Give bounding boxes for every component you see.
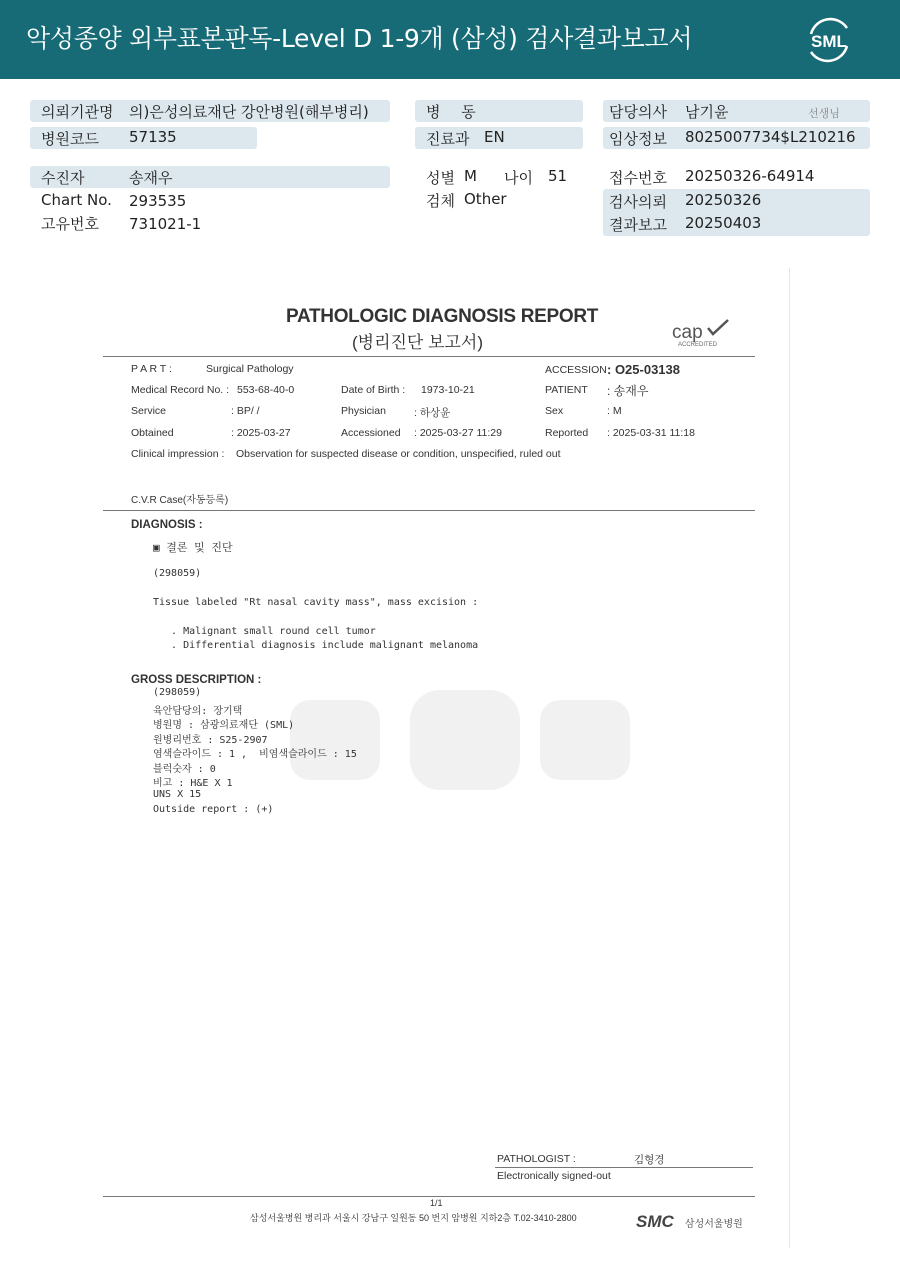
- cap-accredited-text: ACCREDITED: [678, 342, 718, 348]
- doctor-value: 남기윤: [685, 103, 729, 121]
- report-title: 악성종양 외부표본판독-Level D 1-9개 (삼성) 검사결과보고서: [26, 24, 693, 53]
- patient-label: 수진자: [41, 169, 85, 187]
- report-subheading: (병리진단 보고서): [352, 333, 483, 352]
- chart-no-label: Chart No.: [41, 191, 112, 209]
- sex-label: 성별: [426, 169, 455, 187]
- gross-line: Outside report : (+): [153, 804, 274, 815]
- age-value: 51: [548, 167, 568, 185]
- gross-line: (298059): [153, 687, 202, 698]
- cap-accredited-logo: [672, 318, 734, 348]
- physician-value: : 하상윤: [414, 407, 451, 419]
- patient-value-report: : 송재우: [607, 384, 649, 398]
- unique-no-label: 고유번호: [41, 215, 99, 233]
- department-label: 진료과: [426, 130, 470, 148]
- mrn-label: Medical Record No. :: [131, 384, 230, 396]
- specimen-label: 검체: [426, 192, 455, 210]
- report-date-label: 결과보고: [609, 216, 667, 234]
- pathologist-name: 김형경: [634, 1154, 665, 1166]
- clinical-impression-label: Clinical impression :: [131, 448, 225, 460]
- gross-heading: GROSS DESCRIPTION :: [131, 674, 262, 686]
- sml-logo-text: SML: [811, 32, 847, 51]
- smc-hospital-name: 삼성서울병원: [684, 1219, 743, 1230]
- sex-value-report: : M: [607, 405, 622, 417]
- referring-org-value: 의)은성의료재단 강안병원(해부병리): [129, 103, 369, 121]
- patient-label-report: PATIENT: [545, 384, 588, 396]
- ward-label: 병 동: [426, 103, 484, 121]
- gross-line: UNS X 15: [153, 789, 202, 800]
- gross-line: 병원명 : 삼광의료재단 (SML): [153, 720, 295, 731]
- signed-out-note: Electronically signed-out: [497, 1170, 611, 1182]
- mrn-value: 553-68-40-0: [237, 384, 295, 396]
- service-label: Service: [131, 405, 167, 417]
- reported-label: Reported: [545, 427, 589, 439]
- unique-no-value: 731021-1: [129, 215, 202, 233]
- diagnosis-tissue: Tissue labeled "Rt nasal cavity mass", mass excision :: [153, 597, 479, 608]
- age-label: 나이: [504, 169, 533, 187]
- obtained-value: : 2025-03-27: [231, 427, 291, 439]
- receipt-no-label: 접수번호: [609, 169, 667, 187]
- physician-label: Physician: [341, 405, 386, 417]
- chart-no-value: 293535: [129, 192, 187, 210]
- accessioned-value: : 2025-03-27 11:29: [414, 427, 502, 439]
- gross-line: 비고 : H&E X 1: [153, 778, 233, 789]
- gross-line: 원병리번호 : S25-2907: [153, 735, 268, 746]
- sex-value: M: [464, 167, 477, 185]
- gross-line: 염색슬라이드 : 1 , 비염색슬라이드 : 15: [153, 749, 357, 760]
- diagnosis-code: (298059): [153, 568, 202, 579]
- receipt-no-value: 20250326-64914: [685, 167, 815, 185]
- footer-divider: [103, 1196, 755, 1197]
- clinical-impression-value: Observation for suspected disease or condition, unspecified, ruled out: [236, 448, 561, 460]
- info-divider: [103, 510, 755, 511]
- diagnosis-heading: DIAGNOSIS :: [131, 519, 203, 531]
- gross-line: 블럭숫자 : 0: [153, 764, 216, 775]
- cap-logo-text: cap: [672, 322, 703, 343]
- dob-value: 1973-10-21: [421, 384, 475, 396]
- service-value: : BP/ /: [231, 405, 260, 417]
- title-banner: [0, 0, 900, 79]
- gross-line: 육안담당의: 장기택: [153, 706, 243, 717]
- accession-value: : O25-03138: [607, 362, 680, 377]
- accessioned-label: Accessioned: [341, 427, 401, 439]
- clinical-info-label: 임상정보: [609, 130, 667, 148]
- diagnosis-line: . Malignant small round cell tumor: [153, 626, 376, 637]
- footer-address: 삼성서울병원 병리과 서울시 강남구 일원동 50 번지 암병원 지하2층 T.02-3410-2800: [250, 1213, 577, 1223]
- doctor-suffix: 선생님: [808, 107, 840, 120]
- part-label: P A R T :: [131, 363, 172, 375]
- patient-value: 송재우: [129, 169, 173, 187]
- part-value: Surgical Pathology: [206, 363, 294, 375]
- obtained-label: Obtained: [131, 427, 174, 439]
- diagnosis-section: ▣ 결론 및 진단: [153, 541, 233, 554]
- watermark-logo: [280, 680, 640, 800]
- report-date-value: 20250403: [685, 214, 762, 232]
- dob-label: Date of Birth :: [341, 384, 406, 396]
- sml-logo: [803, 14, 855, 66]
- diagnosis-line: . Differential diagnosis include malignant melanoma: [153, 640, 479, 651]
- referring-org-label: 의뢰기관명: [41, 103, 114, 121]
- doctor-label: 담당의사: [609, 103, 667, 121]
- reported-value: : 2025-03-31 11:18: [607, 427, 695, 439]
- department-value: EN: [484, 128, 505, 146]
- signature-divider: [495, 1167, 753, 1168]
- hospital-code-label: 병원코드: [41, 130, 99, 148]
- smc-logo-text: SMC: [636, 1212, 674, 1231]
- report-heading: PATHOLOGIC DIAGNOSIS REPORT: [286, 306, 599, 327]
- clinical-info-value: 8025007734$L210216: [685, 128, 856, 146]
- page-number: 1/1: [430, 1198, 443, 1208]
- specimen-value: Other: [464, 190, 507, 208]
- samsung-medical-logo: [636, 1212, 743, 1232]
- header-divider: [103, 356, 755, 357]
- cvr-case: C.V.R Case(자동등록): [131, 495, 229, 506]
- pathologist-label: PATHOLOGIST :: [497, 1153, 576, 1165]
- sex-label-report: Sex: [545, 405, 564, 417]
- hospital-code-value: 57135: [129, 128, 177, 146]
- request-date-value: 20250326: [685, 191, 762, 209]
- request-date-label: 검사의뢰: [609, 193, 667, 211]
- accession-label: ACCESSION: [545, 364, 607, 376]
